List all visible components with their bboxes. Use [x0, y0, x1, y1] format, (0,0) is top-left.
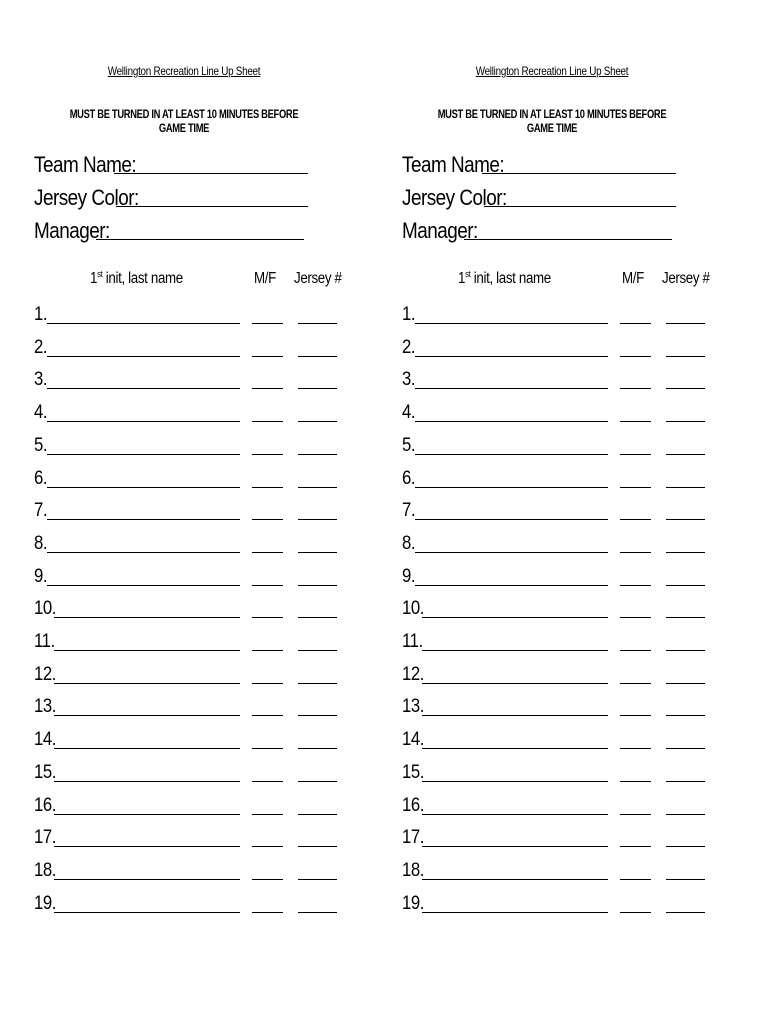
jersey-number-blank[interactable] [666, 846, 705, 847]
player-name-blank[interactable] [422, 617, 608, 618]
player-name-blank[interactable] [422, 814, 608, 815]
sheet-title: Wellington Recreation Line Up Sheet [107, 64, 261, 78]
roster-row [402, 531, 722, 555]
jersey-number-blank[interactable] [298, 421, 337, 422]
player-name-blank[interactable] [54, 814, 240, 815]
row-number: 12. [34, 663, 56, 685]
gender-blank[interactable] [252, 421, 283, 422]
gender-blank[interactable] [620, 683, 651, 684]
jersey-number-blank[interactable] [298, 585, 337, 586]
roster-row [34, 400, 354, 424]
jersey-number-blank[interactable] [666, 552, 705, 553]
player-name-blank[interactable] [54, 846, 240, 847]
manager-field-blank[interactable] [464, 239, 672, 240]
gender-blank[interactable] [252, 683, 283, 684]
row-number: 7. [34, 500, 48, 522]
team-name-field-label: Team Name: [34, 152, 137, 177]
manager-field-blank[interactable] [96, 239, 304, 240]
row-number: 19. [402, 892, 424, 914]
gender-blank[interactable] [620, 356, 651, 357]
player-name-blank[interactable] [422, 683, 608, 684]
gender-blank[interactable] [620, 912, 651, 913]
column-header-jersey: Jersey # [662, 270, 710, 287]
row-number: 5. [34, 434, 48, 456]
gender-blank[interactable] [252, 585, 283, 586]
jersey-number-blank[interactable] [298, 846, 337, 847]
jersey-number-blank[interactable] [298, 748, 337, 749]
player-name-blank[interactable] [422, 912, 608, 913]
roster-row [402, 400, 722, 424]
gender-blank[interactable] [252, 519, 283, 520]
column-header-jersey: Jersey # [294, 270, 342, 287]
jersey-color-field-label: Jersey Color: [34, 185, 139, 210]
jersey-number-blank[interactable] [298, 454, 337, 455]
jersey-number-blank[interactable] [298, 617, 337, 618]
jersey-number-blank[interactable] [666, 715, 705, 716]
row-number: 14. [402, 729, 424, 751]
gender-blank[interactable] [620, 650, 651, 651]
column-header-gender: M/F [622, 270, 644, 287]
jersey-number-blank[interactable] [666, 912, 705, 913]
roster-row [402, 760, 722, 784]
jersey-number-blank[interactable] [666, 781, 705, 782]
team-name-field[interactable] [34, 148, 308, 178]
roster-row [34, 629, 354, 653]
roster-row [402, 335, 722, 359]
player-name-blank[interactable] [54, 683, 240, 684]
gender-blank[interactable] [620, 454, 651, 455]
jersey-number-blank[interactable] [666, 323, 705, 324]
gender-blank[interactable] [620, 585, 651, 586]
row-number: 11. [402, 631, 423, 652]
row-number: 7. [402, 500, 416, 522]
gender-blank[interactable] [252, 846, 283, 847]
gender-blank[interactable] [252, 650, 283, 651]
player-name-blank[interactable] [47, 454, 240, 455]
roster-row [402, 629, 722, 653]
row-number: 15. [34, 761, 56, 783]
jersey-number-blank[interactable] [666, 421, 705, 422]
manager-field-label: Manager: [34, 218, 110, 243]
row-number: 16. [34, 794, 56, 816]
roster-row [402, 466, 722, 490]
roster-row [402, 564, 722, 588]
roster-row [34, 891, 354, 915]
player-name-blank[interactable] [47, 356, 240, 357]
player-name-blank[interactable] [415, 487, 608, 488]
jersey-number-blank[interactable] [298, 388, 337, 389]
player-name-blank[interactable] [415, 356, 608, 357]
row-number: 16. [402, 794, 424, 816]
jersey-color-field[interactable] [402, 181, 676, 211]
roster-row [34, 793, 354, 817]
gender-blank[interactable] [252, 912, 283, 913]
player-name-blank[interactable] [47, 323, 240, 324]
row-number: 17. [402, 827, 424, 849]
player-name-blank[interactable] [47, 585, 240, 586]
gender-blank[interactable] [620, 323, 651, 324]
jersey-number-blank[interactable] [298, 683, 337, 684]
row-number: 1. [402, 304, 416, 325]
roster-row [34, 760, 354, 784]
roster-row [402, 891, 722, 915]
row-number: 3. [402, 369, 416, 391]
player-name-blank[interactable] [422, 715, 608, 716]
gender-blank[interactable] [252, 617, 283, 618]
player-name-blank[interactable] [54, 715, 240, 716]
jersey-number-blank[interactable] [666, 748, 705, 749]
roster-row [34, 825, 354, 849]
manager-field[interactable] [402, 214, 672, 244]
player-name-blank[interactable] [54, 617, 240, 618]
player-name-blank[interactable] [415, 454, 608, 455]
roster-row [34, 498, 354, 522]
roster-row [34, 694, 354, 718]
row-number: 6. [34, 467, 48, 489]
jersey-number-blank[interactable] [666, 388, 705, 389]
player-name-blank[interactable] [422, 781, 608, 782]
player-name-blank[interactable] [47, 487, 240, 488]
player-name-blank[interactable] [54, 912, 240, 913]
row-number: 18. [34, 859, 56, 881]
jersey-color-field-blank[interactable] [484, 206, 676, 207]
gender-blank[interactable] [252, 781, 283, 782]
row-number: 13. [34, 696, 56, 718]
player-name-blank[interactable] [54, 650, 240, 651]
jersey-number-blank[interactable] [298, 552, 337, 553]
row-number: 15. [402, 761, 424, 783]
column-header-name: 1st init, last name [458, 268, 551, 287]
row-number: 13. [402, 696, 424, 718]
jersey-number-blank[interactable] [666, 454, 705, 455]
lineup-sheet-left [34, 0, 374, 1024]
player-name-blank[interactable] [415, 585, 608, 586]
gender-blank[interactable] [620, 846, 651, 847]
submission-warning: MUST BE TURNED IN AT LEAST 10 MINUTES BEFORE GAME TIME [69, 107, 299, 135]
gender-blank[interactable] [620, 715, 651, 716]
roster-row [34, 727, 354, 751]
gender-blank[interactable] [620, 519, 651, 520]
gender-blank[interactable] [620, 421, 651, 422]
gender-blank[interactable] [252, 487, 283, 488]
player-name-blank[interactable] [415, 552, 608, 553]
row-number: 4. [34, 402, 48, 424]
row-number: 6. [402, 467, 416, 489]
submission-warning: MUST BE TURNED IN AT LEAST 10 MINUTES BEFORE GAME TIME [437, 107, 667, 135]
roster-row [402, 498, 722, 522]
player-name-blank[interactable] [47, 388, 240, 389]
jersey-number-blank[interactable] [666, 519, 705, 520]
row-number: 12. [402, 663, 424, 685]
row-number: 10. [402, 598, 424, 620]
player-name-blank[interactable] [422, 650, 608, 651]
row-number: 4. [402, 402, 416, 424]
team-name-field[interactable] [402, 148, 676, 178]
roster-row [402, 858, 722, 882]
jersey-number-blank[interactable] [298, 487, 337, 488]
player-name-blank[interactable] [422, 879, 608, 880]
player-name-blank[interactable] [47, 421, 240, 422]
row-number: 18. [402, 859, 424, 881]
roster-row [34, 564, 354, 588]
jersey-number-blank[interactable] [666, 683, 705, 684]
roster-row [34, 662, 354, 686]
row-number: 19. [34, 892, 56, 914]
row-number: 17. [34, 827, 56, 849]
jersey-number-blank[interactable] [666, 617, 705, 618]
row-number: 9. [402, 565, 416, 587]
jersey-color-field-label: Jersey Color: [402, 185, 507, 210]
column-header-name: 1st init, last name [90, 268, 183, 287]
player-name-blank[interactable] [54, 748, 240, 749]
roster-row [34, 596, 354, 620]
gender-blank[interactable] [252, 552, 283, 553]
player-name-blank[interactable] [54, 879, 240, 880]
team-name-field-blank[interactable] [482, 173, 676, 174]
jersey-number-blank[interactable] [666, 814, 705, 815]
gender-blank[interactable] [252, 388, 283, 389]
roster-row [402, 433, 722, 457]
gender-blank[interactable] [620, 781, 651, 782]
gender-blank[interactable] [252, 356, 283, 357]
jersey-number-blank[interactable] [666, 487, 705, 488]
player-name-blank[interactable] [47, 552, 240, 553]
jersey-number-blank[interactable] [298, 650, 337, 651]
row-number: 2. [402, 336, 416, 358]
gender-blank[interactable] [620, 617, 651, 618]
row-number: 3. [34, 369, 48, 391]
roster-row [34, 858, 354, 882]
player-name-blank[interactable] [47, 519, 240, 520]
jersey-number-blank[interactable] [298, 519, 337, 520]
roster-row [34, 302, 354, 326]
team-name-field-blank[interactable] [114, 173, 308, 174]
gender-blank[interactable] [620, 814, 651, 815]
gender-blank[interactable] [252, 814, 283, 815]
player-name-blank[interactable] [415, 323, 608, 324]
player-name-blank[interactable] [422, 846, 608, 847]
jersey-number-blank[interactable] [298, 814, 337, 815]
roster-row [402, 662, 722, 686]
gender-blank[interactable] [252, 454, 283, 455]
roster-row [402, 825, 722, 849]
jersey-number-blank[interactable] [666, 356, 705, 357]
roster-row [34, 466, 354, 490]
jersey-number-blank[interactable] [666, 650, 705, 651]
gender-blank[interactable] [620, 487, 651, 488]
roster-row [34, 433, 354, 457]
gender-blank[interactable] [620, 388, 651, 389]
column-header-gender: M/F [254, 270, 276, 287]
jersey-number-blank[interactable] [298, 781, 337, 782]
row-number: 5. [402, 434, 416, 456]
player-name-blank[interactable] [415, 421, 608, 422]
player-name-blank[interactable] [422, 748, 608, 749]
gender-blank[interactable] [252, 879, 283, 880]
roster-row [34, 367, 354, 391]
row-number: 8. [34, 532, 48, 554]
jersey-number-blank[interactable] [666, 879, 705, 880]
row-number: 10. [34, 598, 56, 620]
jersey-color-field-blank[interactable] [116, 206, 308, 207]
gender-blank[interactable] [252, 323, 283, 324]
gender-blank[interactable] [620, 552, 651, 553]
gender-blank[interactable] [252, 715, 283, 716]
roster-row [402, 793, 722, 817]
row-number: 11. [34, 631, 55, 652]
roster-row [402, 727, 722, 751]
roster-row [402, 302, 722, 326]
jersey-number-blank[interactable] [666, 585, 705, 586]
gender-blank[interactable] [252, 748, 283, 749]
row-number: 9. [34, 565, 48, 587]
row-number: 1. [34, 304, 48, 325]
row-number: 14. [34, 729, 56, 751]
roster-row [402, 596, 722, 620]
manager-field[interactable] [34, 214, 304, 244]
roster-row [402, 694, 722, 718]
roster-row [34, 335, 354, 359]
player-name-blank[interactable] [415, 388, 608, 389]
player-name-blank[interactable] [54, 781, 240, 782]
row-number: 8. [402, 532, 416, 554]
sheet-title: Wellington Recreation Line Up Sheet [475, 64, 629, 78]
jersey-number-blank[interactable] [298, 323, 337, 324]
roster-row [34, 531, 354, 555]
jersey-color-field[interactable] [34, 181, 308, 211]
jersey-number-blank[interactable] [298, 879, 337, 880]
lineup-sheet-right [402, 0, 742, 1024]
player-name-blank[interactable] [415, 519, 608, 520]
gender-blank[interactable] [620, 879, 651, 880]
team-name-field-label: Team Name: [402, 152, 505, 177]
manager-field-label: Manager: [402, 218, 478, 243]
gender-blank[interactable] [620, 748, 651, 749]
row-number: 2. [34, 336, 48, 358]
jersey-number-blank[interactable] [298, 356, 337, 357]
jersey-number-blank[interactable] [298, 912, 337, 913]
roster-row [402, 367, 722, 391]
jersey-number-blank[interactable] [298, 715, 337, 716]
